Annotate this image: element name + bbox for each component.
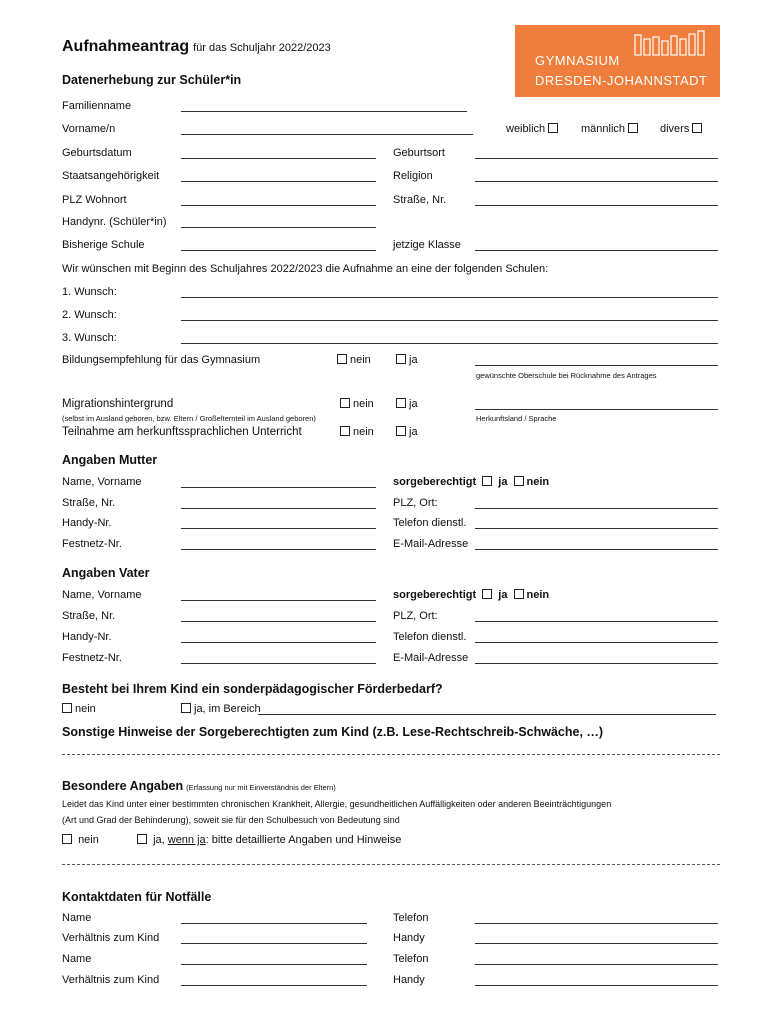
vorname-label: Vorname/n [62, 123, 116, 135]
migration-nein-label: nein [353, 398, 374, 410]
mother-handy-label: Handy-Nr. [62, 517, 112, 529]
father-festnetz-field[interactable] [181, 663, 376, 664]
bisherige-schule-field[interactable] [181, 250, 376, 251]
father-sorge-ja-label: ja [498, 589, 508, 601]
foerder-nein-label: nein [75, 703, 96, 715]
teilnahme-nein-label: nein [353, 426, 374, 438]
wish3-field[interactable] [181, 343, 718, 344]
hinweise-field[interactable] [62, 754, 720, 755]
migration-ja-checkbox[interactable] [396, 398, 406, 408]
father-telefon-label: Telefon dienstl. [393, 631, 467, 643]
geburtsort-field[interactable] [475, 158, 718, 159]
religion-field[interactable] [475, 181, 718, 182]
mother-name-label: Name, Vorname [62, 476, 142, 488]
wish3-label: 3. Wunsch: [62, 332, 117, 344]
father-email-label: E-Mail-Adresse [393, 652, 469, 664]
mother-email-label: E-Mail-Adresse [393, 538, 469, 550]
emergency-handy1-label: Handy [393, 932, 425, 944]
emergency-tel2-label: Telefon [393, 953, 429, 965]
migration-sub: (selbst im Ausland geboren, bzw. Eltern / Großelternteil im Ausland geboren) [62, 414, 316, 423]
maennlich-checkbox[interactable] [628, 123, 638, 133]
emergency-tel2-field[interactable] [475, 964, 718, 965]
foerder-ja-label: ja, im Bereich [194, 703, 261, 715]
father-sorge [393, 589, 549, 601]
strasse-field[interactable] [475, 205, 718, 206]
father-handy-label: Handy-Nr. [62, 631, 112, 643]
father-sorge-nein-label: nein [526, 589, 550, 601]
father-plz-field[interactable] [475, 621, 718, 622]
herkunft-note: Herkunftsland / Sprache [476, 414, 557, 423]
mother-sorge-ja-label: ja [498, 476, 508, 488]
wish2-label: 2. Wunsch: [62, 309, 117, 321]
besondere-wenn-ja: wenn ja [167, 834, 206, 846]
emergency-heading: Kontaktdaten für Notfälle [62, 890, 212, 904]
foerder-nein[interactable] [62, 703, 96, 715]
father-name-label: Name, Vorname [62, 589, 142, 601]
mother-strasse-field[interactable] [181, 508, 376, 509]
emergency-verh1-label: Verhältnis zum Kind [62, 932, 160, 944]
form-title [62, 38, 331, 56]
geburtsort-label: Geburtsort [393, 147, 445, 159]
wish2-field[interactable] [181, 320, 718, 321]
staatsangehoerigkeit-field[interactable] [181, 181, 376, 182]
father-plz-label: PLZ, Ort: [393, 610, 438, 622]
besondere-text1: Leidet das Kind unter einer bestimmten chronischen Krankheit, Allergie, gesundheitlichen Auffälligkeiten oder anderen Beeinträchtigungen [62, 799, 612, 809]
foerder-ja[interactable] [181, 703, 261, 715]
mother-plz-label: PLZ, Ort: [393, 497, 438, 509]
mother-festnetz-field[interactable] [181, 549, 376, 550]
father-telefon-field[interactable] [475, 642, 718, 643]
teilnahme-ja-label: ja [409, 426, 418, 438]
father-strasse-label: Straße, Nr. [62, 610, 116, 622]
mother-sorge-label: sorgeberechtigt [393, 476, 477, 488]
mother-email-field[interactable] [475, 549, 718, 550]
migration-ja[interactable] [393, 398, 418, 410]
mother-sorge [393, 476, 549, 488]
mother-sorge-nein-checkbox[interactable] [514, 476, 524, 486]
geburtsdatum-field[interactable] [181, 158, 376, 159]
besondere-sub: (Erfassung nur mit Einverständnis der Eltern) [186, 783, 336, 792]
wish1-label: 1. Wunsch: [62, 286, 117, 298]
emergency-name1-label: Name [62, 912, 92, 924]
besondere-nein-checkbox[interactable] [62, 834, 72, 844]
title-subtitle: für das Schuljahr 2022/2023 [193, 42, 331, 54]
gender-divers[interactable] [660, 123, 705, 135]
vorname-field[interactable] [181, 134, 473, 135]
wishes-intro: Wir wünschen mit Beginn des Schuljahres 2022/2023 die Aufnahme an eine der folgenden Schulen: [62, 263, 549, 275]
father-festnetz-label: Festnetz-Nr. [62, 652, 122, 664]
empfehlung-nein-label: nein [350, 354, 371, 366]
handy-label: Handynr. (Schüler*in) [62, 216, 167, 228]
logo-line2: DRESDEN-JOHANNSTADT [535, 73, 708, 88]
emergency-name2-label: Name [62, 953, 92, 965]
bisherige-schule-label: Bisherige Schule [62, 239, 145, 251]
herkunft-field[interactable] [475, 409, 718, 410]
emergency-handy1-field[interactable] [475, 943, 718, 944]
migration-label: Migrationshintergrund [62, 398, 174, 410]
besondere-heading-row [62, 779, 336, 793]
empfehlung-ja-checkbox[interactable] [396, 354, 406, 364]
father-handy-field[interactable] [181, 642, 376, 643]
mother-plz-field[interactable] [475, 508, 718, 509]
divers-label: divers [660, 123, 690, 135]
besondere-ja-prefix: ja, [153, 834, 165, 846]
gender-weiblich[interactable] [506, 123, 561, 135]
migration-nein[interactable] [337, 398, 374, 410]
jetzige-klasse-label: jetzige Klasse [393, 239, 461, 251]
wish1-field[interactable] [181, 297, 718, 298]
besondere-nein[interactable] [62, 834, 99, 846]
mother-telefon-label: Telefon dienstl. [393, 517, 467, 529]
oberschule-note: gewünschte Oberschule bei Rücknahme des Antrages [476, 371, 657, 380]
weiblich-label: weiblich [506, 123, 546, 135]
emergency-verh2-label: Verhältnis zum Kind [62, 974, 160, 986]
familienname-field[interactable] [181, 111, 467, 112]
teilnahme-label: Teilnahme am herkunftssprachlichen Unterricht [62, 426, 302, 438]
father-heading: Angaben Vater [62, 566, 150, 580]
plz-label: PLZ Wohnort [62, 194, 127, 206]
religion-label: Religion [393, 170, 433, 182]
oberschule-field[interactable] [475, 365, 718, 366]
mother-strasse-label: Straße, Nr. [62, 497, 116, 509]
mother-sorge-ja-checkbox[interactable] [482, 476, 492, 486]
emergency-handy2-field[interactable] [475, 985, 718, 986]
maennlich-label: männlich [581, 123, 626, 135]
teilnahme-ja-checkbox[interactable] [396, 426, 406, 436]
empfehlung-ja[interactable] [393, 354, 418, 366]
foerder-ja-checkbox[interactable] [181, 703, 191, 713]
teilnahme-ja[interactable] [393, 426, 418, 438]
teilnahme-nein-checkbox[interactable] [340, 426, 350, 436]
handy-field[interactable] [181, 227, 376, 228]
emergency-tel1-field[interactable] [475, 923, 718, 924]
foerder-nein-checkbox[interactable] [62, 703, 72, 713]
mother-sorge-nein-label: nein [526, 476, 550, 488]
besondere-ja-checkbox[interactable] [137, 834, 147, 844]
migration-ja-label: ja [409, 398, 418, 410]
migration-nein-checkbox[interactable] [340, 398, 350, 408]
foerder-question: Besteht bei Ihrem Kind ein sonderpädagogischer Förderbedarf? [62, 682, 443, 696]
father-name-field[interactable] [181, 600, 376, 601]
jetzige-klasse-field[interactable] [475, 250, 718, 251]
emergency-handy2-label: Handy [393, 974, 425, 986]
mother-name-field[interactable] [181, 487, 376, 488]
weiblich-checkbox[interactable] [548, 123, 558, 133]
geburtsdatum-label: Geburtsdatum [62, 147, 132, 159]
mother-heading: Angaben Mutter [62, 453, 158, 467]
mother-telefon-field[interactable] [475, 528, 718, 529]
emergency-verh2-field[interactable] [181, 985, 367, 986]
gender-maennlich[interactable] [581, 123, 641, 135]
besondere-field[interactable] [62, 864, 720, 865]
strasse-label: Straße, Nr. [393, 194, 447, 206]
emergency-name2-field[interactable] [181, 964, 367, 965]
father-strasse-field[interactable] [181, 621, 376, 622]
mother-festnetz-label: Festnetz-Nr. [62, 538, 122, 550]
father-email-field[interactable] [475, 663, 718, 664]
divers-checkbox[interactable] [692, 123, 702, 133]
empfehlung-label: Bildungsempfehlung für das Gymnasium [62, 354, 261, 366]
besondere-ja-suffix: : bitte detaillierte Angaben und Hinweise [205, 834, 402, 846]
familienname-label: Familienname [62, 100, 132, 112]
school-logo [515, 25, 720, 97]
empfehlung-ja-label: ja [409, 354, 418, 366]
besondere-text2: (Art und Grad der Behinderung), soweit sie für den Schulbesuch von Bedeutung sind [62, 815, 400, 825]
besondere-nein-label: nein [78, 834, 99, 846]
empfehlung-nein-checkbox[interactable] [337, 354, 347, 364]
staatsangehoerigkeit-label: Staatsangehörigkeit [62, 170, 160, 182]
father-sorge-ja-checkbox[interactable] [482, 589, 492, 599]
emergency-verh1-field[interactable] [181, 943, 367, 944]
mother-handy-field[interactable] [181, 528, 376, 529]
besondere-ja[interactable] [137, 834, 401, 846]
emergency-tel1-label: Telefon [393, 912, 429, 924]
title-text: Aufnahmeantrag [62, 38, 190, 55]
teilnahme-nein[interactable] [337, 426, 374, 438]
father-sorge-nein-checkbox[interactable] [514, 589, 524, 599]
emergency-name1-field[interactable] [181, 923, 367, 924]
empfehlung-nein[interactable] [337, 354, 371, 366]
logo-line1: GYMNASIUM [535, 53, 620, 68]
student-heading: Datenerhebung zur Schüler*in [62, 73, 242, 87]
besondere-heading: Besondere Angaben [62, 779, 184, 793]
father-sorge-label: sorgeberechtigt [393, 589, 477, 601]
hinweise-heading: Sonstige Hinweise der Sorgeberechtigten zum Kind (z.B. Lese-Rechtschreib-Schwäche, …) [62, 725, 604, 739]
plz-field[interactable] [181, 205, 376, 206]
foerder-bereich-field[interactable] [258, 714, 716, 715]
